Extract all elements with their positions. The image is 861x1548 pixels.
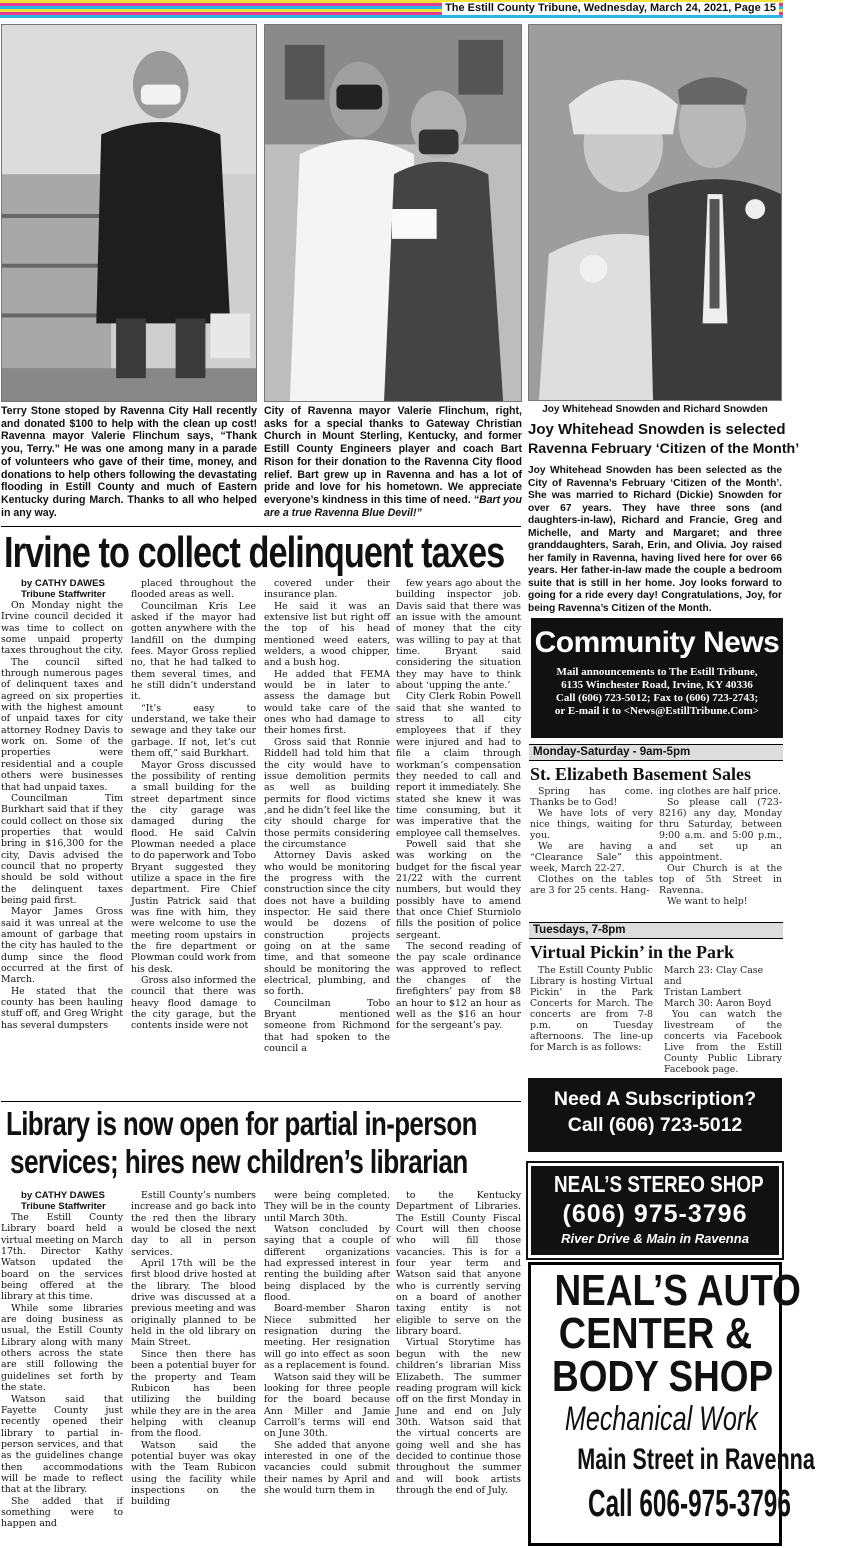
paragraph: Watson said the potential buyer was okay with the Team Rubicon using the facility while inspections on the building (131, 1439, 256, 1508)
paragraph: So please call (723-8216) any day, Monday thru Saturday, between 9:00 a.m. and 5:00 p.m., and set up an appointment. (659, 797, 782, 863)
subscription-ad (528, 1078, 782, 1152)
paragraph: Our Church is at the top of 5th Street in Ravenna. (659, 863, 782, 896)
article2-byline-1: by CATHY DAWES (21, 1190, 105, 1201)
paragraph: Attorney Davis asked who would be monitoring the progress with the construction since the city does not have a building inspector. He said there would be dozens of construction projects going on at the same time, and that someone should be monitoring the electrical, plumbing, and so forth. (264, 850, 390, 998)
paragraph: Clothes on the tables are 3 for 25 cents. Hang- (530, 874, 653, 896)
article2-byline-2: Tribune Staffwriter (21, 1201, 106, 1212)
paragraph: The second reading of the pay scale ordinance was approved to reflect the changes of the firefighters’ pay from $8 an hour to $12 an hour as well as the $16 an hour for the sergeant’s pay. (396, 941, 521, 1032)
article2-headline-1: Library is now open for partial in-person (6, 1105, 477, 1142)
paragraph: Watson concluded by saying that a couple of different organizations had expressed interest in renting the building after being displaced by the flood. (264, 1224, 390, 1304)
auto-line-text: Main Street in Ravenna (577, 1443, 815, 1476)
citizen-body: Joy Whitehead Snowden has been selected as the City of Ravenna’s February ‘Citizen of the Month’. She was married to Richard (Dickie) Snowden for over 67 years. They have three sons (and daughters-in-law), Richard and Francie, Greg and Michelle, and Marty and Margaret; and three granddaughters, Sarah, Erin, and Olivia. Joy raised her family in Ravenna, having lived here for over 66 years. Her father-in-law made the couple a bedroom suite that is still in her home. Joy looks forward to going for a ride every day! Congratulations, Joy, for being Ravenna’s Citizen of the Month. (528, 465, 782, 614)
paragraph: We have lots of very nice things, waiting for you. (530, 808, 653, 841)
paragraph: He said it was an extensive list but right off the top of his head mentioned weed eaters, welders, a wood chipper, and a bush hog. (264, 600, 390, 669)
paragraph: The Estill County Public Library is hosting Virtual Pickin’ in the Park Concerts for March. The concerts are from 7-8 p.m. on Tuesday afternoons. The line-up for March is as follows: (530, 965, 653, 1053)
stereo-shop-phone: (606) 975-3796 (562, 1200, 748, 1228)
auto-center-ad (528, 1262, 815, 1546)
article1-col1 (1, 578, 123, 1096)
masthead: The Estill County Tribune, Wednesday, March 24, 2021, Page 15 (442, 2, 779, 15)
photo-caption-right: Joy Whitehead Snowden and Richard Snowden (542, 404, 768, 415)
paragraph: We want to help! (667, 896, 748, 907)
photo-caption-middle-text: City of Ravenna mayor Valerie Flinchum, right, asks for a special thanks to Gateway Christian Church in Mount Sterling, Kentucky, and former Estill County Engineers player and coach Bart Rison for their donation to the Ravenna City flood relief. Bart grew up in Ravenna and has a lot of pride and love for his hometown. We appreciate everyone’s kindness in this time of need. (264, 405, 522, 506)
schedule-tuesdays: Tuesdays, 7-8pm (529, 922, 783, 939)
subscription-phone: Call (606) 723-5012 (567, 1114, 743, 1136)
paragraph: Virtual Storytime has begun with the new children’s librarian Miss Elizabeth. The summer reading program will kick off on the first Monday in June and end on July 30th. Watson said that the virtual concerts are going well and she has decided to continue those throughout the summer and will book artists through the end of July. (396, 1337, 521, 1496)
article2-col3 (264, 1190, 390, 1546)
event-pickin-right (664, 965, 782, 1075)
lineup-line: Tristan Lambert (664, 987, 742, 998)
article1-col4 (396, 578, 521, 1096)
article2-col2 (131, 1190, 256, 1546)
lineup-line: March 30: Aaron Boyd (664, 998, 772, 1009)
article1-headline: Irvine to collect delinquent taxes (4, 528, 505, 577)
paragraph: Board-member Sharon Niece submitted her resignation during the meeting. Her resignation will go into effect as soon as a replacement is found. (264, 1303, 390, 1372)
paragraph: “It’s easy to understand, we take their sewage and they take our garbage. If not, let’s cut them off,” said Burkhart. (131, 702, 256, 760)
paragraph: We are having a “Clearance Sale” this week, March 22-27. (530, 841, 653, 874)
paragraph: Watson said they will be looking for three people for the board because Ann Miller and Jamie Carroll’s terms will end on June 30th. (264, 1371, 390, 1440)
stereo-shop-name (531, 1170, 779, 1199)
auto-line-text: Call 606-975-3796 (588, 1483, 791, 1525)
event-pickin-title: Virtual Pickin’ in the Park (530, 942, 734, 962)
auto-line (531, 1266, 801, 1315)
photo-bart-rison (264, 24, 522, 402)
article1-col3 (264, 578, 390, 1096)
auto-line (531, 1480, 791, 1528)
auto-line (531, 1352, 779, 1401)
paragraph: ing clothes are half price. (659, 786, 781, 797)
paragraph: Spring has come. Thanks be to God! (530, 786, 653, 808)
article2-col4 (396, 1190, 521, 1546)
paragraph: April 17th will be the first blood drive hosted at the library. The blood drive was discussed at a previous meeting and was originally planned to be held in the old library on Main Street. (131, 1258, 256, 1349)
stereo-shop-name-text: NEAL’S STEREO SHOP (554, 1171, 764, 1197)
auto-line (531, 1398, 779, 1440)
divider (1, 1101, 521, 1102)
paragraph: On Monday night the Irvine council decided it was time to collect on some unpaid property taxes throughout the city. (1, 600, 123, 657)
article1-col2 (131, 578, 256, 1096)
lineup-line: March 23: Clay Case and (664, 965, 764, 987)
schedule-monday-saturday: Monday-Saturday - 9am-5pm (529, 744, 783, 761)
community-news-title: Community News (534, 626, 780, 659)
event-st-elizabeth-right (659, 786, 782, 907)
stereo-shop-ad (528, 1163, 782, 1258)
auto-line-text: CENTER & (558, 1309, 752, 1358)
paragraph: While some libraries are doing business as usual, the Estill County Library along with many others across the state are still following the guidelines set forth by the state. (1, 1302, 123, 1394)
paragraph: to the Kentucky Department of Libraries. The Estill County Fiscal Court will then choose who will fill those vacancies. This is for a four year term and Watson said that anyone who is currently serving on a board of another taxing entity is not eligible to serve on the library board. (396, 1190, 521, 1338)
paragraph: Gross also informed the council that there was heavy flood damage to the city garage, but the contents inside were not (131, 975, 256, 1032)
event-pickin-left (530, 965, 653, 1053)
citizen-headline-2: Ravenna February ‘Citizen of the Month’ (528, 441, 800, 457)
community-mail-line: or E-mail it to <News@EstillTribune.Com> (554, 705, 760, 717)
paragraph: She added that anyone interested in one of the vacancies could submit their names by April and she would turn them in (264, 1439, 390, 1496)
paragraph: Mayor Gross discussed the possibility of renting a small building for the street department since the city garage was damaged during the flood. He said Calvin Plowman needed a place to do paperwork and Tobo Bryant suggested they utilize a space in the fire department. Fire Chief Justin Patrick said that was fine with him, they were welcome to use the meeting room upstairs in the fire department or Plowman could work from his desk. (131, 759, 256, 975)
article1-byline-2: Tribune Staffwriter (21, 589, 106, 600)
paragraph: Since then there has been a potential buyer for the property and Team Rubicon has been utilizing the building while they are in the area helping with cleanup from the flood. (131, 1348, 256, 1440)
photo-caption-middle (264, 405, 522, 519)
event-st-elizabeth-title: St. Elizabeth Basement Sales (530, 764, 752, 784)
paragraph: Estill County’s numbers increase and go back into the red then the library would be closed the next day to all in person services. (131, 1190, 256, 1258)
article2-headline-2: services; hires new children’s librarian (10, 1143, 468, 1180)
community-news-box (531, 618, 783, 738)
community-mail-line: Call (606) 723-5012; Fax to (606) 723-2743; (555, 692, 759, 704)
paragraph: The council sifted through numerous pages of delinquent taxes and agreed on six properties with the highest amount of unpaid taxes for city attorney Rodney Davis to work on. Some of the properties were residential and a couple others were businesses that had unpaid taxes. (1, 656, 123, 793)
auto-line (531, 1440, 815, 1480)
paragraph: He stated that the county has been hauling stuff off, and Greg Wright has several dumpsters (1, 985, 123, 1031)
paragraph: Gross said that Ronnie Riddell had told him that the city would have to issue demolition permits as well as building permits for flood victims ,and he didn’t feel like the city should charge for those permits considering the circumstance (264, 736, 390, 850)
auto-line (531, 1309, 779, 1358)
paragraph: You can watch the livestream of the concerts via Facebook Live from the Estill County Public Library Facebook page. (664, 1009, 782, 1075)
article2-col1 (1, 1190, 123, 1546)
community-mail-line: 6135 Winchester Road, Irvine, KY 40336 (561, 679, 753, 691)
paragraph: City Clerk Robin Powell said that she wanted to stress to all city employees that if they were injured and had to file a claim through workman’s compensation they needed to call and report it immediately. She stated she knew it was time consuming, but it was imperative that the employee call themselves. (396, 691, 521, 839)
article1-byline-1: by CATHY DAWES (21, 578, 105, 589)
paragraph: Powell said that she was working on the budget for the fiscal year 21/22 with the current numbers, but would they possibly have to amend that once Chief Sturniolo fills the position of police sergeant. (396, 838, 521, 941)
event-st-elizabeth-left (530, 786, 653, 896)
paragraph: Councilman Kris Lee asked if the mayor had gotten anywhere with the landfill on the dumping fees. Mayor Gross replied no, that he had talked to them several times, and he still didn’t understand it. (131, 600, 256, 703)
stripe (0, 15, 783, 18)
photo-caption-middle-quote: “Bart you are a true Ravenna Blue Devil!” (264, 493, 522, 519)
auto-line-text: Mechanical Work (564, 1400, 758, 1438)
paragraph: covered under their insurance plan. (264, 578, 390, 601)
paragraph: few years ago about the building inspector job. Davis said that there was an issue with the amount of money that the city was willing to pay at that time. Bryant said considering the situation they may have to think about ‘upping the ante.’ (396, 578, 521, 692)
paragraph: placed throughout the flooded areas as well. (131, 578, 256, 601)
paragraph: Councilman Tim Burkhart said that if they could collect on those six properties that would bring in $16,300 for the city, Davis advised the council that no property should be sold without the delinquent taxes being paid first. (1, 792, 123, 906)
photo-caption-left: Terry Stone stoped by Ravenna City Hall recently and donated $100 to help with the clean up cost! Ravenna mayor Valerie Flinchum says, “Thank you, Terry.” He was one among many in a parade of volunteers who gave of their time, money, and donations to help others following the devastating flooding in Estill County and much of Eastern Kentucky during March. Thanks to all who helped in any way. (1, 405, 257, 519)
citizen-headline-1: Joy Whitehead Snowden is selected (528, 421, 786, 438)
stereo-shop-location: River Drive & Main in Ravenna (561, 1231, 749, 1246)
paragraph: Councilman Tobo Bryant mentioned someone from Richmond that had spoken to the council a (264, 997, 390, 1055)
paragraph: She added that if something were to happen and (1, 1495, 123, 1530)
community-mail-line: Mail announcements to The Estill Tribune, (556, 666, 758, 678)
auto-line-text: NEAL’S AUTO (554, 1266, 801, 1315)
photo-terry-stone (1, 24, 257, 402)
paragraph: The Estill County Library board held a virtual meeting on March 17th. Director Kathy Watson updated the board on the services being offered at the library at this time. (1, 1212, 123, 1303)
photo-joy-snowden (528, 24, 782, 401)
paragraph: were being completed. They will be in the county until March 30th. (264, 1190, 390, 1224)
subscription-line: Need A Subscription? (553, 1088, 757, 1110)
paragraph: Watson said that Fayette County just recently opened their library to partial in-person services, and that as the guidelines change then accommodations will be made to reflect that at the library. (1, 1393, 123, 1496)
auto-line-text: BODY SHOP (552, 1352, 774, 1401)
paragraph: Mayor James Gross said it was unreal at the amount of garbage that the city has hauled to the dump since the flood occurred at the first of March. (1, 906, 123, 986)
divider (1, 526, 521, 527)
paragraph: He added that FEMA would be in later to assess the damage but would take care of the ones who had damage to their homes first. (264, 668, 390, 737)
